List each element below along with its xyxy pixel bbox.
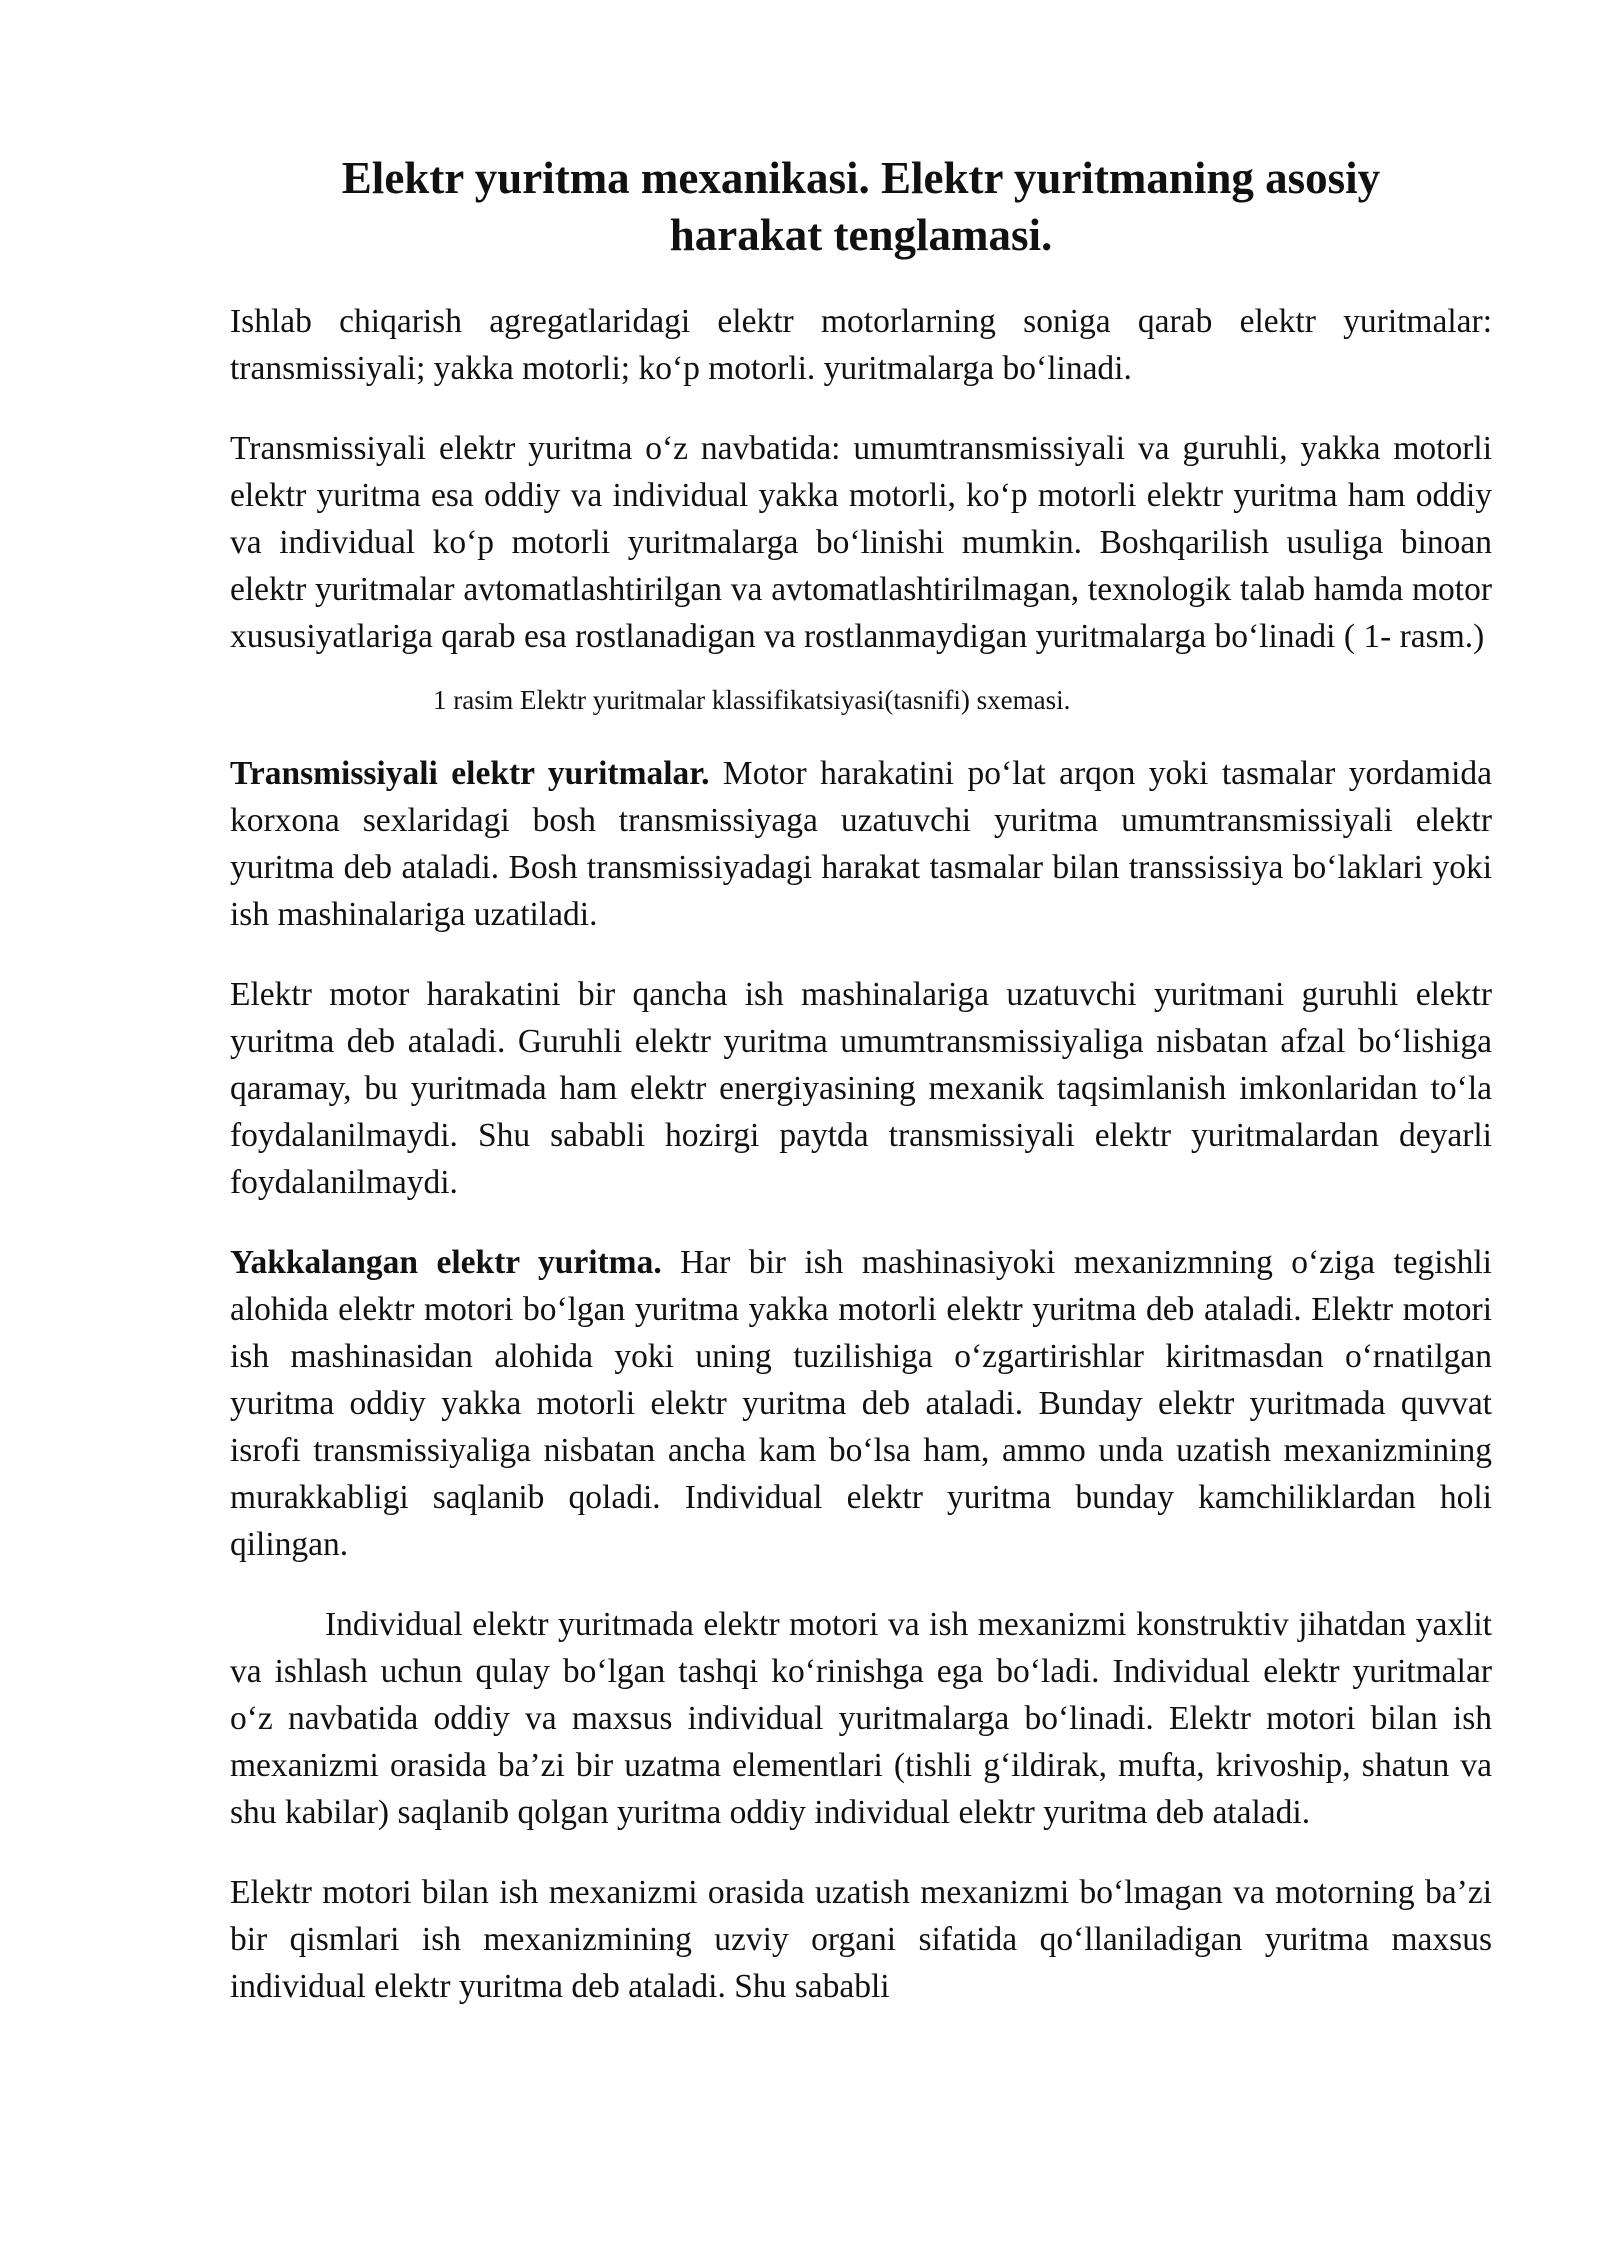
paragraph-5-lead: Yakkalangan elektr yuritma. xyxy=(230,1244,662,1281)
paragraph-5 xyxy=(230,1239,1492,1568)
document-body xyxy=(230,150,1492,2010)
paragraph-4: Elektr motor harakatini bir qancha ish mashinalariga uzatuvchi yuritmani guruhli elektr yuritma deb ataladi. Guruhli elektr yuritma umumtransmissiyaliga nisbatan afzal bo‘lishiga qaramay, bu yuritmada ham elektr energiyasining mexanik taqsimlanish imkonlaridan to‘la foydalanilmaydi. Shu sababli hozirgi paytda transmissiyali elektr yuritmalardan deyarli foydalanilmaydi. xyxy=(230,976,1492,1201)
paragraph-3-lead: Transmissiyali elektr yuritmalar. xyxy=(230,755,710,792)
document-title xyxy=(230,150,1492,264)
paragraph-5-body: Har bir ish mashinasiyoki mexanizmning o‘ziga tegishli alohida elektr motori bo‘lgan yuritma yakka motorli elektr yuritma deb ataladi. Elektr motori ish mashinasidan alohida yoki uning tuzilishiga o‘zgartirishlar kiritmasdan o‘rnatilgan yuritma oddiy yakka motorli elektr yuritma deb ataladi. Bunday elektr yuritmada quvvat isrofi transmissiyaliga nisbatan ancha kam bo‘lsa ham, ammo unda uzatish mexanizmining murakkabligi saqlanib qoladi. Individual elektr yuritma bunday kamchiliklardan holi qilingan. xyxy=(230,1244,1492,1563)
title-line-2: harakat tenglamasi. xyxy=(669,210,1053,260)
paragraph-2: Transmissiyali elektr yuritma o‘z navbatida: umumtransmissiyali va guruhli, yakka motorli elektr yuritma esa oddiy va individual yakka motorli, ko‘p motorli elektr yuritma ham oddiy va individual ko‘p motorli yuritmalarga bo‘linishi mumkin. Boshqarilish usuliga binoan elektr yuritmalar avtomatlashtirilgan va avtomatlashtirilmagan, texnologik talab hamda motor xususiyatlariga qarab esa rostlanadigan va rostlanmaydigan yuritmalarga bo‘linadi ( 1- rasm.) xyxy=(230,430,1492,655)
paragraph-7: Elektr motori bilan ish mexanizmi orasida uzatish mexanizmi bo‘lmagan va motorning ba’zi bir qismlari ish mexanizmining uzviy organi sifatida qo‘llaniladigan yuritma maxsus individual elektr yuritma deb ataladi. Shu sababli xyxy=(230,1874,1492,2005)
paragraph-6: Individual elektr yuritmada elektr motori va ish mexanizmi konstruktiv jihatdan yaxlit va ishlash uchun qulay bo‘lgan tashqi ko‘rinishga ega bo‘ladi. Individual elektr yuritmalar o‘z navbatida oddiy va maxsus individual yuritmalarga bo‘linadi. Elektr motori bilan ish mexanizmi orasida ba’zi bir uzatma elementlari (tishli g‘ildirak, mufta, krivoship, shatun va shu kabilar) saqlanib qolgan yuritma oddiy individual elektr yuritma deb ataladi. xyxy=(230,1606,1492,1831)
title-line-1: Elektr yuritma mexanikasi. Elektr yuritmaning asosiy xyxy=(341,153,1381,203)
paragraph-3 xyxy=(230,750,1492,938)
paragraph-1: Ishlab chiqarish agregatlaridagi elektr motorlarning soniga qarab elektr yuritmalar: transmissiyali; yakka motorli; ko‘p motorli. yuritmalarga bo‘linadi. xyxy=(230,303,1492,387)
figure-caption: 1 rasim Elektr yuritmalar klassifikatsiyasi(tasnifi) sxemasi. xyxy=(433,685,1071,715)
paragraph-3-body: Motor harakatini po‘lat arqon yoki tasmalar yordamida korxona sexlaridagi bosh transmissiyaga uzatuvchi yuritma umumtransmissiyali elektr yuritma deb ataladi. Bosh transmissiyadagi harakat tasmalar bilan transsissiya bo‘laklari yoki ish mashinalariga uzatiladi. xyxy=(230,755,1493,933)
